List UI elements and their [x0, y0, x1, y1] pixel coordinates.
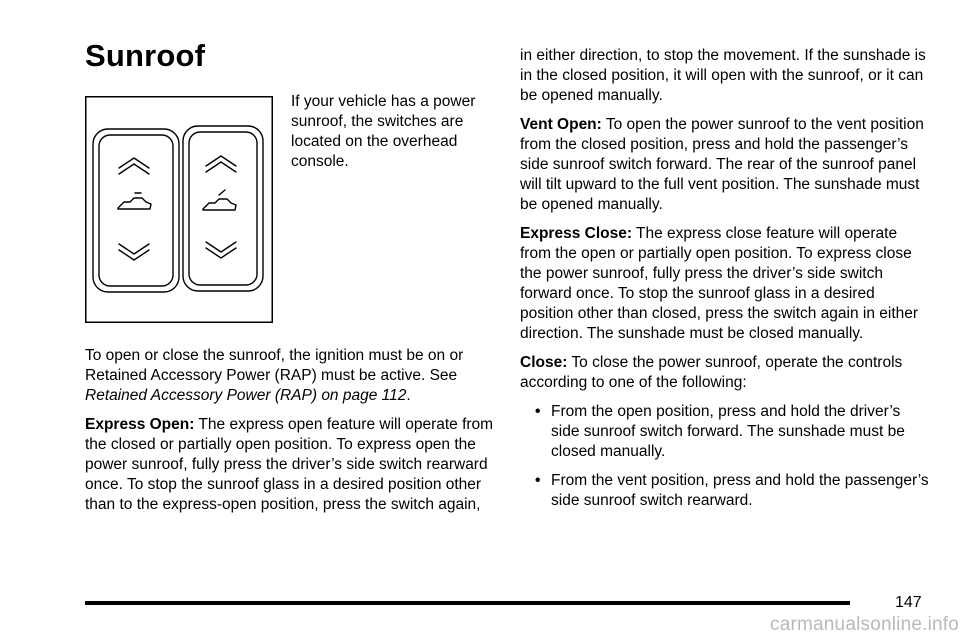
express-close-text: The express close feature will operate from the open or partially open position. To express close the power sunroof, fully press the driver’s side switch forward once. To stop the sunroof glass in a desired position other than closed, press the switch again in either direction. The sunshade must be closed manually.: [520, 225, 919, 342]
ignition-text: To open or close the sunroof, the ignition must be on or Retained Accessory Power (RAP) must be active. See: [85, 347, 464, 384]
bullet-icon: •: [535, 403, 541, 420]
list-item-text: From the vent position, press and hold the passenger’s side sunroof switch rearward.: [551, 472, 929, 509]
express-open-paragraph: [85, 415, 495, 515]
vent-open-text: To open the power sunroof to the vent position from the closed position, press and hold the passenger’s side sunroof switch forward. The rear of the sunroof panel will tilt upward to the full vent position. The sunshade must be opened manually.: [520, 116, 924, 213]
bullet-icon: •: [535, 472, 541, 489]
list-item-text: From the open position, press and hold the driver’s side sunroof switch forward. The sunshade must be closed manually.: [551, 403, 905, 460]
close-text: To close the power sunroof, operate the controls according to one of the following:: [520, 354, 903, 391]
close-label: Close:: [520, 354, 568, 371]
close-options-list: [520, 402, 930, 511]
ignition-paragraph: [85, 346, 495, 406]
page-title: Sunroof: [85, 38, 206, 73]
rap-reference-link[interactable]: Retained Accessory Power (RAP) on page 112: [85, 387, 407, 404]
close-paragraph: [520, 353, 930, 393]
express-open-text: The express open feature will operate from the closed or partially open position. To express open the power sunroof, fully press the driver’s side switch rearward once. To stop the sunroof glass in a desired position other than to the express-open position, press the switch again,: [85, 416, 494, 513]
continuation-paragraph: in either direction, to stop the movement. If the sunshade is in the closed position, it will open with the sunroof, or it can be opened manually.: [520, 47, 926, 104]
express-close-label: Express Close:: [520, 225, 632, 242]
vent-open-label: Vent Open:: [520, 116, 602, 133]
list-item: [520, 402, 930, 462]
express-close-paragraph: [520, 224, 930, 344]
sunroof-switches-illustration: [85, 96, 273, 323]
right-column: [520, 46, 930, 520]
vent-open-paragraph: [520, 115, 930, 215]
ignition-text-end: .: [406, 387, 411, 404]
express-open-label: Express Open:: [85, 416, 195, 433]
page-number: 147: [895, 594, 922, 611]
list-item: [520, 471, 930, 511]
left-column: [85, 346, 495, 524]
sunroof-switch-icon: [85, 96, 273, 323]
figure-caption: If your vehicle has a power sunroof, the switches are located on the overhead console.: [291, 93, 476, 170]
watermark: carmanualsonline.info: [770, 614, 960, 635]
footer-rule: [85, 601, 850, 605]
